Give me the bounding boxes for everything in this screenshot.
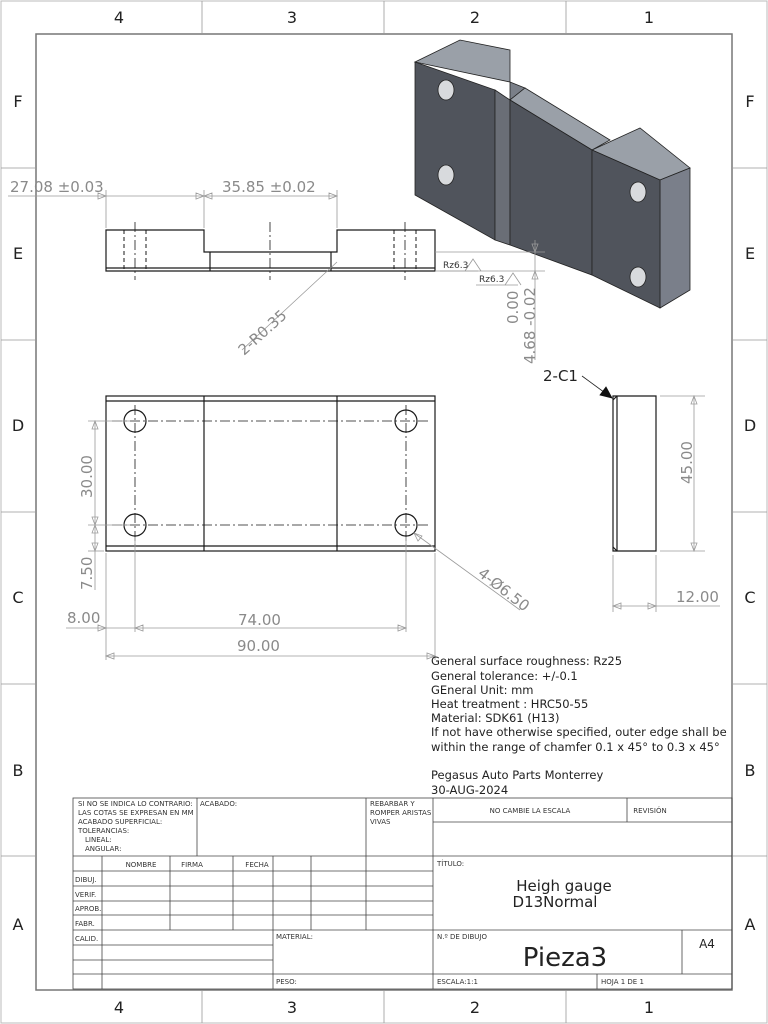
tb-no-cambie: NO CAMBIE LA ESCALA bbox=[489, 807, 571, 815]
tb-escala: ESCALA:1:1 bbox=[437, 978, 478, 986]
tb-si-no-line: SI NO SE INDICA LO CONTRARIO: bbox=[78, 800, 193, 808]
zone-row-right-c: C bbox=[744, 588, 756, 607]
dim-12: 12.00 bbox=[676, 588, 719, 606]
zone-row-left-a: A bbox=[12, 915, 24, 934]
dim-tol-upper: 0.00 bbox=[504, 290, 522, 324]
tb-si-no-line: LAS COTAS SE EXPRESAN EN MM bbox=[78, 809, 194, 817]
tb-si-no-line: TOLERANCIAS: bbox=[78, 827, 130, 835]
dim-chamfer: 2-C1 bbox=[543, 367, 578, 385]
zone-row-right-e: E bbox=[744, 244, 756, 263]
side-view bbox=[613, 396, 656, 551]
tb-acabado: ACABADO: bbox=[200, 800, 238, 808]
tb-no-dibujo-label: N.º DE DIBUJO bbox=[437, 933, 487, 941]
tb-hoja: HOJA 1 DE 1 bbox=[601, 978, 644, 986]
title-block bbox=[73, 798, 732, 989]
dim-tol-lower: 4.68 -0.02 bbox=[521, 287, 539, 364]
zone-row-right-f: F bbox=[745, 92, 755, 111]
top-view bbox=[106, 396, 435, 551]
zone-col-top-1: 1 bbox=[643, 8, 655, 27]
dim-radius: 2-R0.35 bbox=[234, 306, 291, 359]
zone-row-left-d: D bbox=[11, 416, 25, 435]
dim-holes: 4-Ø6.50 bbox=[474, 563, 534, 616]
note-line: If not have otherwise specified, outer edge shall be bbox=[431, 725, 727, 739]
tb-header-firma: FIRMA bbox=[181, 861, 203, 869]
roughness-symbol-2: Rz6.3 bbox=[479, 275, 505, 285]
note-date: 30-AUG-2024 bbox=[431, 783, 509, 797]
zone-row-left-e: E bbox=[12, 244, 24, 263]
tb-row-label: FABR. bbox=[75, 920, 95, 928]
dim-45: 45.00 bbox=[678, 441, 696, 484]
dim-35-85: 35.85 ±0.02 bbox=[222, 178, 316, 196]
tb-part-name: Pieza3 bbox=[522, 943, 608, 973]
zone-col-top-2: 2 bbox=[469, 8, 481, 27]
dim-8: 8.00 bbox=[67, 609, 101, 627]
general-notes bbox=[431, 654, 727, 797]
tb-row-label: DIBUJ. bbox=[75, 876, 97, 884]
note-line: within the range of chamfer 0.1 x 45° to 0.3 x 45° bbox=[431, 740, 720, 754]
zone-col-top-3: 3 bbox=[286, 8, 298, 27]
tb-title-line2: D13Normal bbox=[512, 893, 598, 911]
tb-row-label: VERIF. bbox=[75, 891, 97, 899]
zone-row-left-b: B bbox=[12, 761, 24, 780]
tb-si-no-line: LINEAL: bbox=[85, 836, 112, 844]
dim-90: 90.00 bbox=[237, 637, 280, 655]
zone-col-bottom-3: 3 bbox=[286, 998, 298, 1017]
tb-material-label: MATERIAL: bbox=[276, 933, 313, 941]
tb-revision: REVISIÓN bbox=[633, 807, 667, 815]
zone-row-right-b: B bbox=[744, 761, 756, 780]
tb-header-nombre: NOMBRE bbox=[125, 861, 157, 869]
dim-74: 74.00 bbox=[238, 611, 281, 629]
zone-row-right-d: D bbox=[743, 416, 757, 435]
tb-sheet-size: A4 bbox=[699, 937, 715, 951]
note-company: Pegasus Auto Parts Monterrey bbox=[431, 768, 604, 782]
dim-7-50: 7.50 bbox=[78, 556, 96, 590]
tb-si-no-line: ANGULAR: bbox=[85, 845, 122, 853]
zone-col-bottom-4: 4 bbox=[113, 998, 125, 1017]
tb-rebarbar: VIVAS bbox=[370, 818, 391, 826]
note-line: Heat treatment : HRC50-55 bbox=[431, 697, 589, 711]
tb-rebarbar: REBARBAR Y bbox=[370, 800, 415, 808]
dim-27-08: 27.08 ±0.03 bbox=[10, 178, 104, 196]
tb-peso-label: PESO: bbox=[276, 978, 297, 986]
note-line: General surface roughness: Rz25 bbox=[431, 654, 623, 668]
zone-col-bottom-1: 1 bbox=[643, 998, 655, 1017]
tb-rebarbar: ROMPER ARISTAS bbox=[370, 809, 432, 817]
zone-col-top-4: 4 bbox=[113, 8, 125, 27]
note-line: GEneral Unit: mm bbox=[431, 683, 534, 697]
tb-title-line1: Heigh gauge bbox=[516, 877, 612, 895]
tb-row-label: CALID. bbox=[75, 935, 99, 943]
zone-row-left-f: F bbox=[13, 92, 23, 111]
note-line: Material: SDK61 (H13) bbox=[431, 711, 560, 725]
top-view-dimensions bbox=[66, 421, 520, 660]
tb-titulo-label: TÍTULO: bbox=[437, 860, 465, 868]
dim-30: 30.00 bbox=[78, 455, 96, 498]
zone-row-right-a: A bbox=[744, 915, 756, 934]
side-view-dimensions bbox=[582, 376, 720, 612]
tb-row-label: APROB. bbox=[75, 905, 102, 913]
roughness-symbol-1: Rz6.3 bbox=[443, 261, 469, 271]
zone-col-bottom-2: 2 bbox=[469, 998, 481, 1017]
zone-row-left-c: C bbox=[12, 588, 24, 607]
tb-header-fecha: FECHA bbox=[245, 861, 269, 869]
title-block-text bbox=[75, 800, 715, 986]
note-line: General tolerance: +/-0.1 bbox=[431, 669, 578, 683]
tb-si-no-line: ACABADO SUPERFICIAL: bbox=[78, 818, 163, 826]
front-view bbox=[106, 222, 435, 280]
